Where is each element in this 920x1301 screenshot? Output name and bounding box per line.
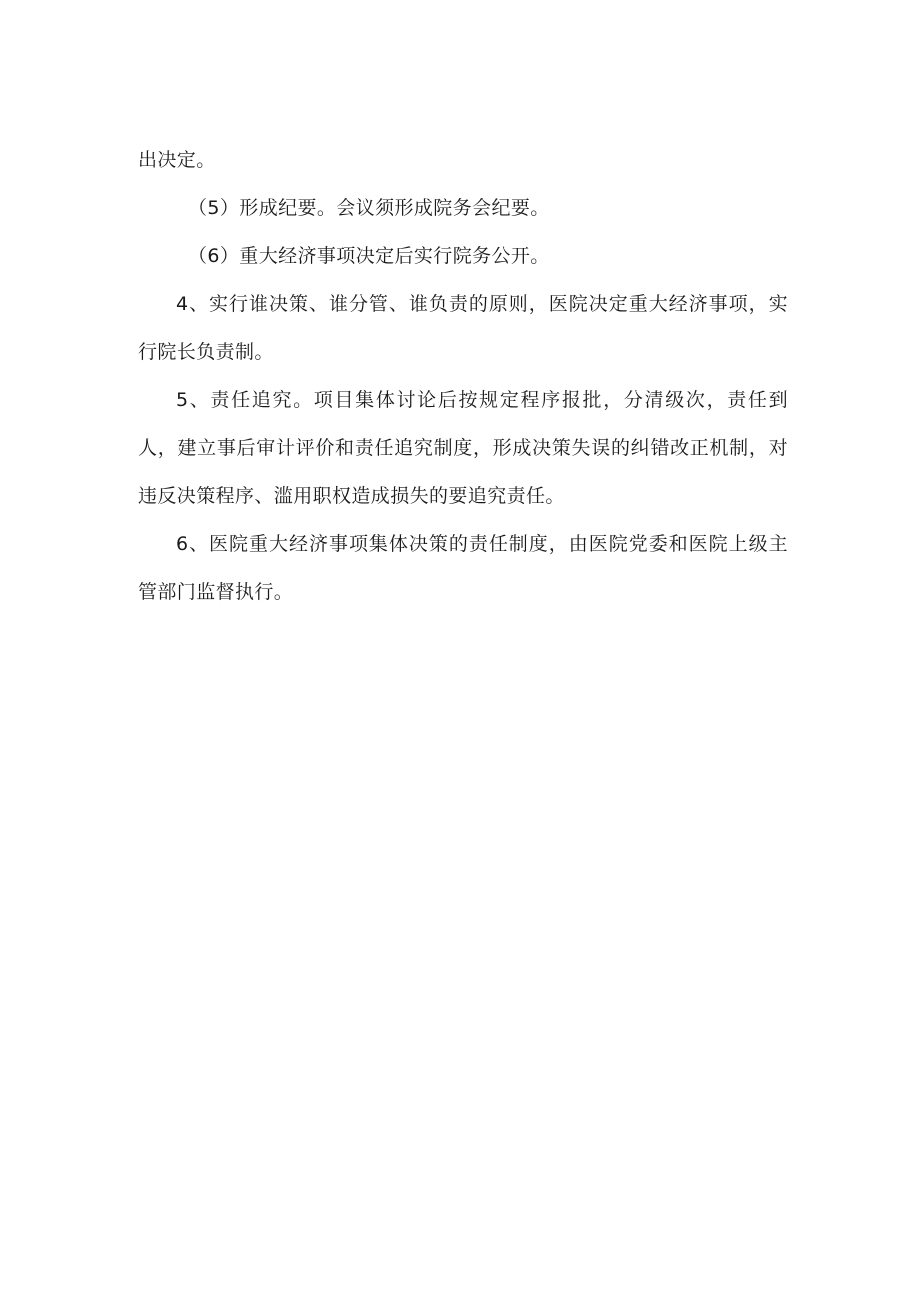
paragraph-item-5: （5）形成纪要。会议须形成院务会纪要。 [188,197,550,219]
paragraph-section-4: 4、实行谁决策、谁分管、谁负责的原则，医院决定重大经济事项，实行院长负责制。 [138,293,788,363]
paragraph-item-6: （6）重大经济事项决定后实行院务公开。 [188,245,550,267]
paragraph-section-5: 5、责任追究。项目集体讨论后按规定程序报批，分清级次，责任到人，建立事后审计评价和责任追究制度，形成决策失误的纠错改正机制，对违反决策程序、滥用职权造成损失的要追究责任。 [138,389,788,507]
paragraph-continuation: 出决定。 [138,149,216,171]
paragraph-section-6: 6、医院重大经济事项集体决策的责任制度，由医院党委和医院上级主管部门监督执行。 [138,533,788,603]
document-body [138,136,788,616]
